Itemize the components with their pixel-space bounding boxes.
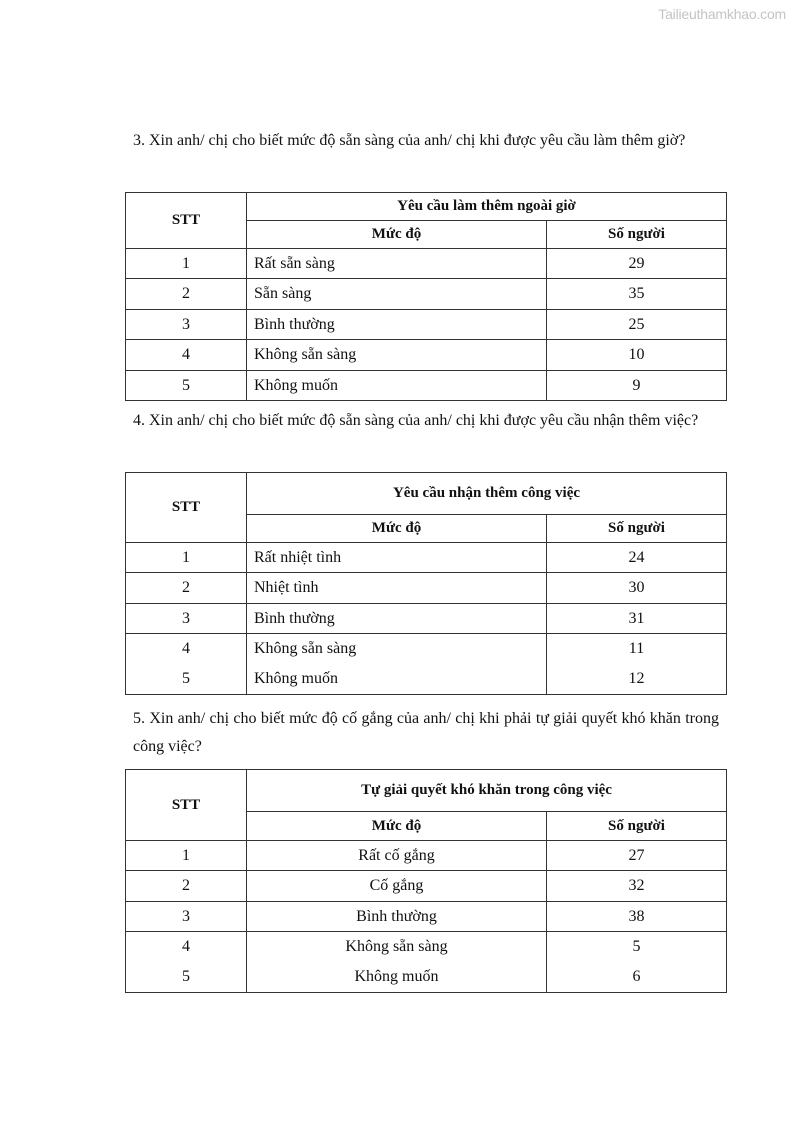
row-count: 6 xyxy=(547,962,727,993)
row-level: Rất cố gắng xyxy=(247,841,547,871)
table-overtime xyxy=(125,192,727,401)
row-stt: 4 xyxy=(126,340,247,371)
row-count: 5 xyxy=(547,932,727,962)
row-count: 35 xyxy=(547,279,727,310)
row-count: 32 xyxy=(547,871,727,902)
row-level: Nhiệt tình xyxy=(247,573,547,604)
row-stt: 1 xyxy=(126,543,247,573)
header-count: Số người xyxy=(547,812,727,841)
row-count: 25 xyxy=(547,310,727,340)
row-count: 11 xyxy=(547,634,727,664)
row-count: 12 xyxy=(547,664,727,695)
table-row xyxy=(126,543,727,573)
row-count: 24 xyxy=(547,543,727,573)
row-stt: 5 xyxy=(126,371,247,401)
row-count: 30 xyxy=(547,573,727,604)
header-count: Số người xyxy=(547,515,727,543)
row-level: Không sẵn sàng xyxy=(247,340,547,371)
header-stt: STT xyxy=(126,473,247,543)
row-stt: 1 xyxy=(126,841,247,871)
row-stt: 5 xyxy=(126,664,247,695)
table-self-solving xyxy=(125,769,727,993)
row-count: 27 xyxy=(547,841,727,871)
table-row xyxy=(126,310,727,340)
row-level: Rất sẵn sàng xyxy=(247,249,547,279)
row-count: 9 xyxy=(547,371,727,401)
header-level: Mức độ xyxy=(247,221,547,249)
table-row xyxy=(126,634,727,664)
row-stt: 3 xyxy=(126,310,247,340)
row-level: Bình thường xyxy=(247,310,547,340)
row-stt: 2 xyxy=(126,279,247,310)
row-level: Không muốn xyxy=(247,371,547,401)
row-level: Rất nhiệt tình xyxy=(247,543,547,573)
table-row xyxy=(126,340,727,371)
table-row xyxy=(126,871,727,902)
row-stt: 1 xyxy=(126,249,247,279)
table-row xyxy=(126,573,727,604)
table-row xyxy=(126,249,727,279)
row-level: Sẵn sàng xyxy=(247,279,547,310)
row-count: 38 xyxy=(547,902,727,932)
header-group: Yêu cầu nhận thêm công việc xyxy=(247,473,727,515)
table-row xyxy=(126,962,727,993)
row-count: 10 xyxy=(547,340,727,371)
table-extra-work xyxy=(125,472,727,695)
row-level: Không sẵn sàng xyxy=(247,634,547,664)
row-level: Bình thường xyxy=(247,604,547,634)
table-row xyxy=(126,604,727,634)
row-stt: 4 xyxy=(126,932,247,962)
row-level: Không sẵn sàng xyxy=(247,932,547,962)
watermark: Tailieuthamkhao.com xyxy=(658,6,786,22)
question-3: 3. Xin anh/ chị cho biết mức độ sẵn sàng của anh/ chị khi được yêu cầu làm thêm giờ? xyxy=(133,132,686,149)
row-stt: 4 xyxy=(126,634,247,664)
row-count: 29 xyxy=(547,249,727,279)
question-5: 5. Xin anh/ chị cho biết mức độ cố gắng của anh/ chị khi phải tự giải quyết khó khăn trong công việc? xyxy=(133,710,719,755)
header-level: Mức độ xyxy=(247,812,547,841)
row-stt: 5 xyxy=(126,962,247,993)
table-row xyxy=(126,902,727,932)
table-row xyxy=(126,841,727,871)
row-level: Bình thường xyxy=(247,902,547,932)
row-stt: 2 xyxy=(126,573,247,604)
header-level: Mức độ xyxy=(247,515,547,543)
header-group: Yêu cầu làm thêm ngoài giờ xyxy=(247,193,727,221)
question-4: 4. Xin anh/ chị cho biết mức độ sẵn sàng của anh/ chị khi được yêu cầu nhận thêm việc? xyxy=(133,412,699,429)
row-level: Không muốn xyxy=(247,962,547,993)
row-stt: 2 xyxy=(126,871,247,902)
table-row xyxy=(126,932,727,962)
table-row xyxy=(126,279,727,310)
table-row xyxy=(126,371,727,401)
row-stt: 3 xyxy=(126,902,247,932)
row-count: 31 xyxy=(547,604,727,634)
header-group: Tự giải quyết khó khăn trong công việc xyxy=(247,770,727,812)
header-stt: STT xyxy=(126,193,247,249)
header-stt: STT xyxy=(126,770,247,841)
table-row xyxy=(126,664,727,695)
row-level: Cố gắng xyxy=(247,871,547,902)
row-stt: 3 xyxy=(126,604,247,634)
row-level: Không muốn xyxy=(247,664,547,695)
header-count: Số người xyxy=(547,221,727,249)
